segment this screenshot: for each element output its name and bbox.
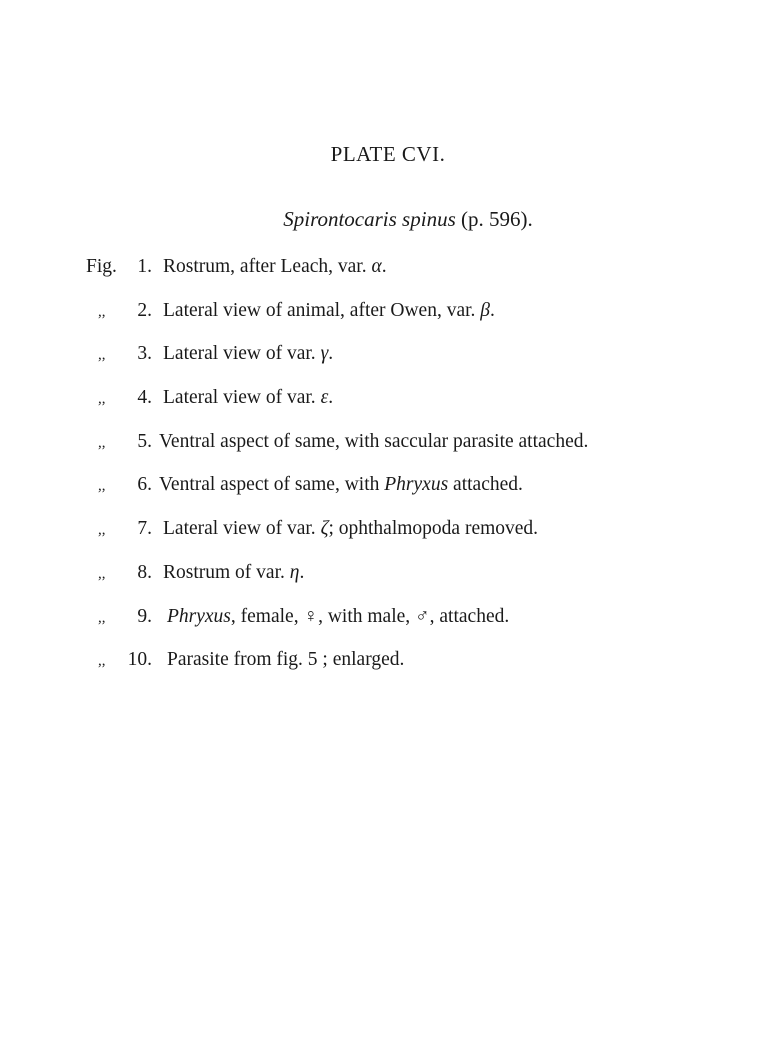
figure-number: 9. [137, 605, 152, 627]
figure-legend-row [0, 558, 776, 602]
ditto-mark: ,, [98, 609, 106, 626]
species-name: Spirontocaris spinus [283, 207, 456, 231]
ditto-mark: ,, [98, 478, 106, 495]
description-text: attached. [448, 474, 523, 496]
ditto-mark: ,, [98, 347, 106, 364]
description-text: . [299, 561, 305, 583]
figure-description [159, 474, 523, 496]
page-reference: (p. 596). [461, 207, 533, 231]
figure-number: 4. [137, 387, 152, 409]
ditto-mark: ,, [98, 522, 106, 539]
description-text: Lateral view of var. [163, 387, 321, 409]
figure-legend-row [0, 252, 776, 296]
italic-term: Phryxus [384, 474, 449, 496]
description-text: Parasite from fig. 5 ; enlarged. [167, 649, 405, 671]
figure-number: 1. [137, 256, 152, 277]
figure-description [163, 343, 333, 365]
ditto-mark: ,, [98, 565, 106, 582]
figure-legend-row [0, 470, 776, 514]
italic-term: Phryxus [167, 605, 231, 627]
ditto-mark: ,, [98, 391, 106, 408]
description-text: . [381, 256, 387, 277]
figure-legend-row [0, 514, 776, 558]
italic-term: α [371, 256, 382, 277]
description-text: Rostrum, after Leach, var. [163, 256, 372, 277]
description-text: Ventral aspect of same, with saccular parasite attached. [159, 430, 589, 452]
description-text: Rostrum of var. [163, 561, 290, 583]
figure-description [163, 256, 387, 278]
italic-term: γ [320, 343, 329, 365]
figure-legend [0, 252, 776, 689]
description-text: ; ophthalmopoda removed. [328, 518, 539, 540]
description-text: , female, ♀, with male, ♂, attached. [230, 605, 510, 627]
description-text: Ventral aspect of same, with [159, 474, 385, 496]
fig-label: Fig. [86, 256, 117, 277]
figure-description [163, 387, 333, 409]
figure-legend-row [0, 383, 776, 427]
figure-description [167, 606, 509, 628]
description-text: Lateral view of var. [163, 343, 321, 365]
description-text: . [328, 343, 334, 365]
description-text: Lateral view of animal, after Owen, var. [163, 299, 481, 321]
figure-legend-row [0, 645, 776, 689]
figure-description [163, 518, 538, 540]
italic-term: β [480, 299, 490, 321]
figure-description [163, 562, 304, 584]
ditto-mark: ,, [98, 434, 106, 451]
figure-number: 5. [137, 430, 152, 452]
figure-number: 10. [127, 649, 152, 671]
figure-number: 6. [137, 474, 152, 496]
italic-term: ζ [320, 518, 329, 540]
figure-number: 7. [137, 518, 152, 540]
figure-description [163, 300, 495, 322]
figure-number: 3. [137, 343, 152, 365]
description-text: . [490, 299, 495, 321]
figure-legend-row [0, 427, 776, 471]
ditto-mark: ,, [98, 303, 106, 320]
figure-number: 8. [137, 561, 152, 583]
description-text: Lateral view of var. [163, 518, 321, 540]
plate-subtitle [0, 207, 776, 232]
figure-description [167, 649, 404, 671]
figure-legend-row [0, 296, 776, 340]
figure-description [159, 431, 588, 453]
italic-term: η [289, 561, 300, 583]
italic-term: ε [320, 387, 329, 409]
figure-legend-row [0, 339, 776, 383]
plate-title: PLATE CVI. [330, 142, 446, 166]
figure-number: 2. [137, 299, 152, 321]
description-text: . [328, 387, 334, 409]
ditto-mark: ,, [98, 653, 106, 670]
figure-legend-row [0, 602, 776, 646]
